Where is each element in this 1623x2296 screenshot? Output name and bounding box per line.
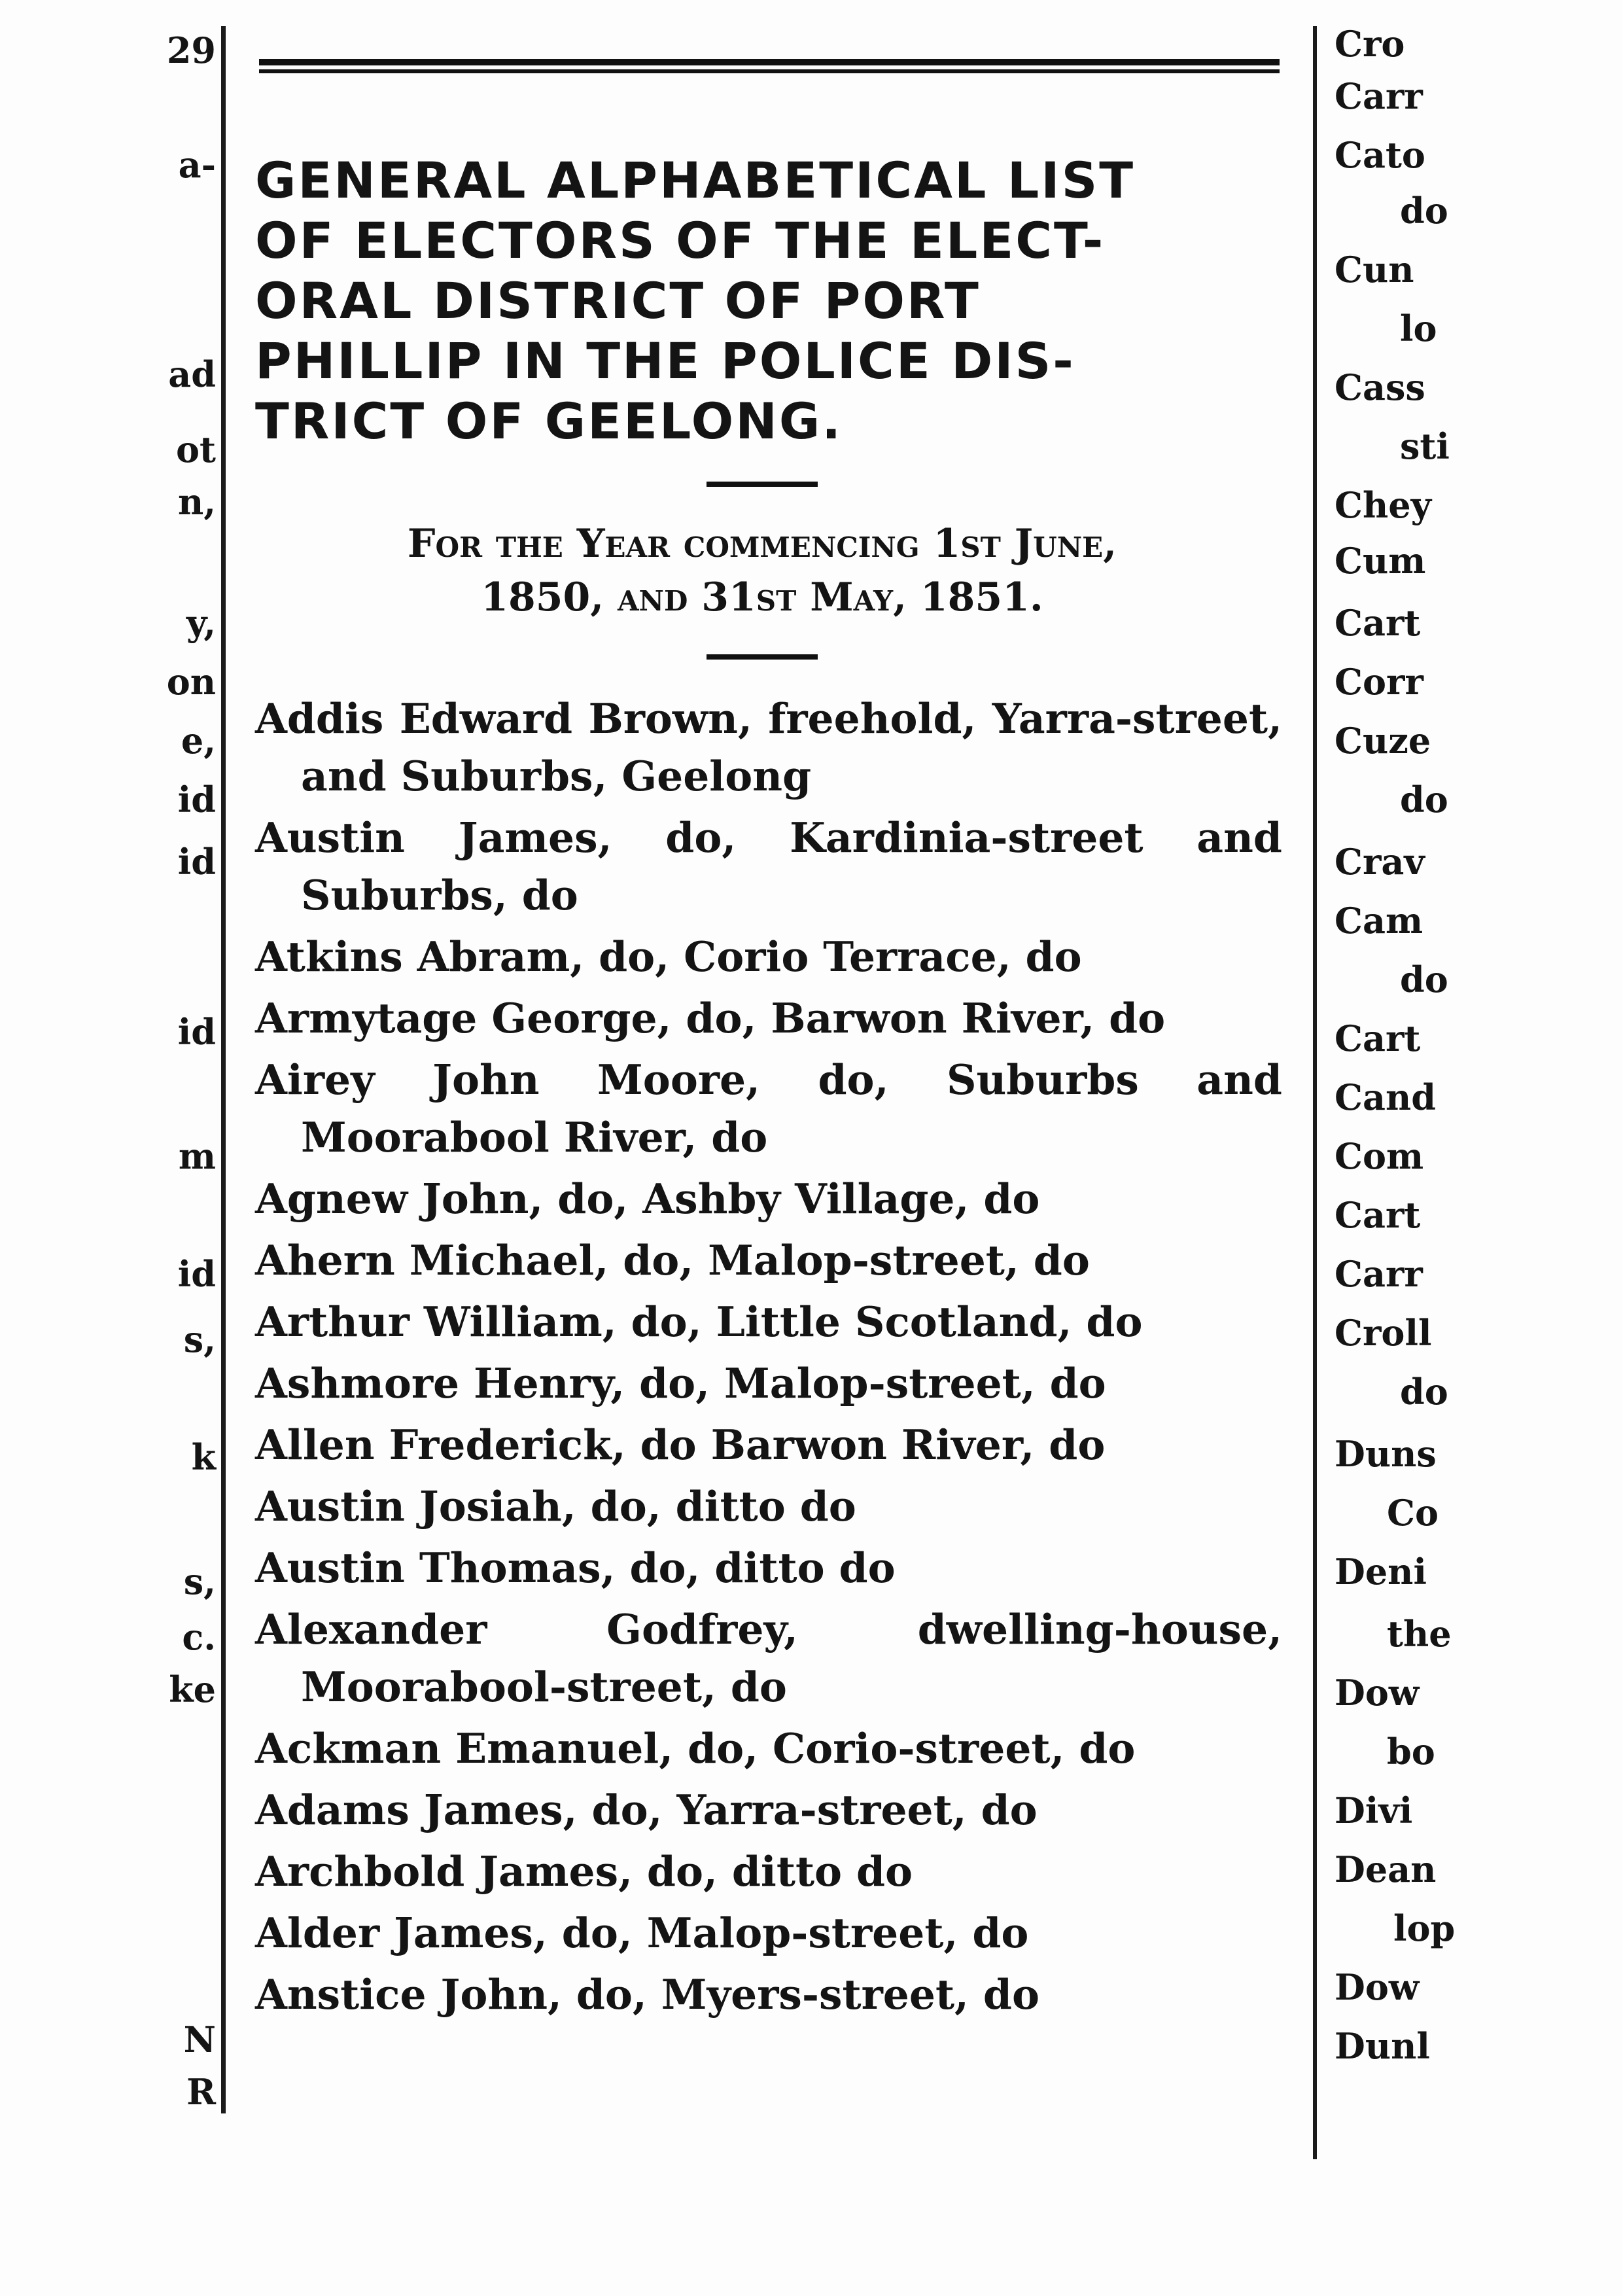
left-fragment: y, [186, 602, 216, 644]
right-fragment: Cum [1335, 540, 1426, 582]
list-item: Alexander Godfrey, dwelling-house, Moorabool-street, do [255, 1605, 1282, 1711]
right-column-fragments [1335, 0, 1465, 2159]
left-fragment: id [177, 1253, 216, 1295]
right-fragment: the [1387, 1613, 1452, 1655]
left-fragment: 29 [166, 29, 216, 71]
subtitle-line: 1850, and 31st May, 1851. [481, 574, 1043, 620]
right-fragment: do [1400, 959, 1448, 1000]
title-line: PHILLIP IN THE POLICE DIS- [255, 332, 1075, 390]
right-fragment: Cart [1335, 602, 1421, 644]
left-fragment: id [177, 1011, 216, 1053]
right-fragment: Cro [1335, 23, 1405, 65]
column-rule-right [1313, 26, 1317, 2159]
list-item: Austin Thomas, do, ditto do [255, 1544, 896, 1592]
left-column-fragments [137, 0, 216, 2159]
left-fragment: s, [183, 1318, 216, 1360]
left-fragment: a- [178, 144, 216, 186]
right-fragment: do [1400, 1371, 1448, 1413]
left-fragment: id [177, 779, 216, 821]
right-fragment: sti [1400, 425, 1450, 467]
list-item: Allen Frederick, do Barwon River, do [255, 1421, 1106, 1469]
right-fragment: Corr [1335, 661, 1423, 703]
right-fragment: Cass [1335, 366, 1425, 408]
list-item: Airey John Moore, do, Suburbs and Moorabool River, do [255, 1055, 1282, 1161]
left-fragment: on [166, 661, 216, 703]
right-fragment: lop [1393, 1907, 1456, 1949]
title-line: TRICT OF GEELONG. [255, 392, 843, 450]
title-line: ORAL DISTRICT OF PORT [255, 272, 981, 330]
right-fragment: Cuze [1335, 720, 1431, 762]
right-fragment: Dow [1335, 1672, 1420, 1714]
left-fragment: ot [176, 429, 216, 470]
right-fragment: Carr [1335, 1253, 1423, 1295]
list-item: Archbold James, do, ditto do [255, 1847, 913, 1896]
list-item: Ashmore Henry, do, Malop-street, do [255, 1359, 1106, 1407]
right-fragment: Cun [1335, 249, 1414, 291]
left-fragment: ad [168, 353, 216, 395]
left-fragment: k [191, 1436, 216, 1478]
right-fragment: Cam [1335, 900, 1423, 942]
right-fragment: Cand [1335, 1076, 1436, 1118]
right-fragment: Dow [1335, 1966, 1420, 2008]
right-fragment: Croll [1335, 1312, 1432, 1354]
short-rule [707, 482, 818, 487]
main-column [236, 131, 1289, 2027]
subtitle-line: For the Year commencing 1st June, [407, 521, 1117, 567]
right-fragment: Chey [1335, 484, 1431, 526]
left-fragment: R [186, 2071, 216, 2113]
right-fragment: Duns [1335, 1433, 1437, 1475]
right-fragment: do [1400, 190, 1448, 232]
left-fragment: c. [182, 1616, 216, 1658]
list-item: Atkins Abram, do, Corio Terrace, do [255, 932, 1082, 981]
left-fragment: ke [169, 1669, 216, 1710]
subtitle [242, 517, 1282, 624]
header-double-rule [259, 59, 1280, 73]
short-rule [707, 654, 818, 660]
list-item: Adams James, do, Yarra-street, do [255, 1786, 1038, 1834]
right-fragment: Com [1335, 1135, 1424, 1177]
right-fragment: Carr [1335, 75, 1423, 117]
right-fragment: Dunl [1335, 2025, 1430, 2067]
right-fragment: Dean [1335, 1848, 1437, 1890]
list-item: Agnew John, do, Ashby Village, do [255, 1174, 1040, 1223]
right-fragment: lo [1400, 308, 1437, 349]
left-fragment: id [177, 841, 216, 883]
right-fragment: Cart [1335, 1194, 1421, 1236]
page-title [255, 150, 1279, 451]
list-item: Ahern Michael, do, Malop-street, do [255, 1236, 1090, 1284]
elector-list [236, 690, 1289, 2023]
list-item: Arthur William, do, Little Scotland, do [255, 1298, 1143, 1346]
right-fragment: Co [1387, 1492, 1439, 1534]
list-item: Armytage George, do, Barwon River, do [255, 994, 1166, 1042]
title-line: OF ELECTORS OF THE ELECT- [255, 211, 1106, 270]
right-fragment: Divi [1335, 1790, 1413, 1831]
right-fragment: Deni [1335, 1551, 1427, 1593]
list-item: Alder James, do, Malop-street, do [255, 1909, 1029, 1957]
right-fragment: bo [1387, 1731, 1435, 1773]
left-fragment: n, [177, 481, 216, 523]
list-item: Austin James, do, Kardinia-street and Suburbs, do [255, 813, 1282, 919]
right-fragment: Cart [1335, 1017, 1421, 1059]
title-line: GENERAL ALPHABETICAL LIST [255, 151, 1136, 209]
list-item: Austin Josiah, do, ditto do [255, 1482, 856, 1530]
right-fragment: Cato [1335, 134, 1425, 176]
list-item: Ackman Emanuel, do, Corio-street, do [255, 1724, 1136, 1773]
right-fragment: do [1400, 779, 1448, 821]
list-item: Addis Edward Brown, freehold, Yarra-street, and Suburbs, Geelong [255, 694, 1282, 800]
left-fragment: s, [183, 1561, 216, 1602]
left-fragment: N [183, 2019, 216, 2060]
left-fragment: e, [181, 720, 216, 762]
left-fragment: m [178, 1135, 216, 1177]
list-item: Anstice John, do, Myers-street, do [255, 1970, 1039, 2019]
right-fragment: Crav [1335, 841, 1425, 883]
column-rule-left [221, 26, 226, 2113]
